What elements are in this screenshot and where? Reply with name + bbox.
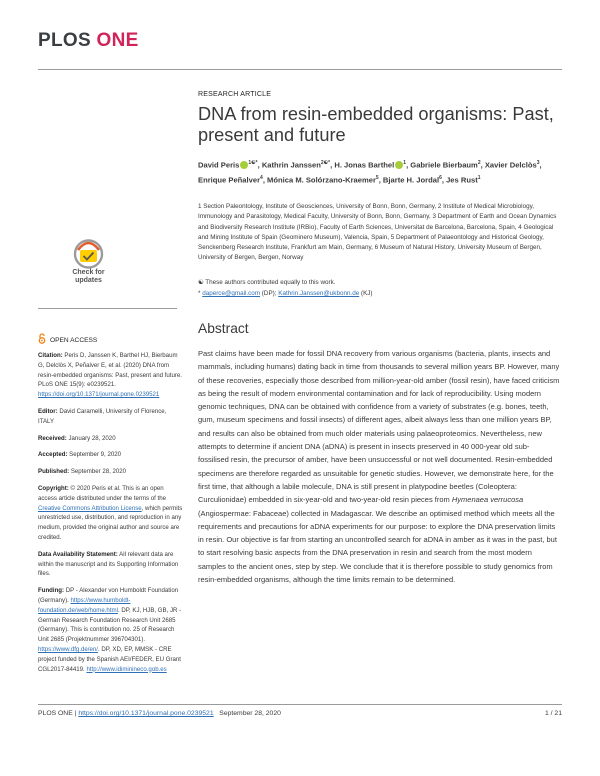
author-sup: 1: [477, 174, 481, 181]
open-access-text: OPEN ACCESS: [50, 337, 98, 344]
footer-journal: PLOS ONE: [38, 710, 73, 717]
copyright-block: [38, 484, 183, 543]
abstract-text: [198, 347, 560, 586]
author-name: , Gabriele Bierbaum: [406, 160, 478, 170]
author-sup: 3: [536, 160, 540, 166]
sidebar-divider: [38, 308, 177, 309]
data-availability-text: All relevant data are within the manuscript and its Supporting Information files.: [38, 550, 179, 578]
footer-divider: [38, 704, 562, 705]
accepted-date: September 9, 2020: [67, 451, 121, 459]
author-name: , Kathrin Janssen: [257, 160, 321, 170]
header-divider: [38, 69, 562, 70]
badge-line1: Check for: [72, 269, 105, 276]
funding-label: Funding:: [38, 587, 65, 595]
logo-plos: PLOS: [38, 30, 91, 51]
logo-one: ONE: [96, 30, 139, 51]
email-link-dp[interactable]: daperce@gmail.com: [202, 290, 261, 297]
author-name: , Bjarte H. Jordal: [378, 175, 440, 185]
accepted-label: Accepted:: [38, 451, 68, 459]
correspondence: [198, 288, 558, 299]
corr-prefix: *: [198, 290, 203, 297]
abstract-part-2: (Angiospermae: Fabaceae) collected in Madagascar. We describe an optimised method which meets all the requirements and precautions for aDNA experiments for our purpose: to explore the DNA preservation limits in resin. Our objective is far from starting an uncontrolled search for aDNA in amber as it was in the past, but to start resolving basic aspects from the DNA preservation in resin and search from the most modern samples to the ancient ones, step by step. We conclude that it is therefore possible to study genomics from resin-embedded organisms, although the time limits remain to be determined.: [198, 508, 557, 585]
corr-mid: (DP);: [260, 290, 279, 297]
editor-block: [38, 407, 183, 427]
editor-label: Editor:: [38, 407, 58, 415]
copyright-text-2: , which permits unrestricted use, distribution, and reproduction in any medium, provided the original author and source are credited.: [38, 504, 183, 541]
footer-separator: |: [72, 710, 79, 717]
author-name: , Jes Rust: [441, 175, 478, 185]
open-access-lock-icon: [38, 333, 46, 346]
author-name: David Peris: [198, 160, 240, 170]
article-type-label: RESEARCH ARTICLE: [198, 91, 272, 98]
author-sup: 1☯*: [248, 160, 258, 166]
funding-text-3: . DP, XD, EP, MMSK - CRE project funded by the Spanish AEI/FEDER, EU Grant CGL2017-84419.: [38, 645, 181, 673]
published-label: Published:: [38, 468, 70, 476]
received-label: Received:: [38, 434, 67, 442]
author-notes: [198, 277, 558, 299]
funding-link-idi[interactable]: http://www.idiminineco.gob.es: [86, 665, 167, 673]
author-sup: 2☯*: [320, 160, 331, 166]
journal-logo: [38, 30, 139, 52]
email-link-kj[interactable]: Kathrin.Janssen@ukbonn.de: [278, 290, 360, 297]
page-number: 1 / 21: [544, 710, 562, 717]
received-block: [38, 434, 183, 444]
funding-text: DP - Alexander von Humboldt Foundation (Germany).: [38, 587, 179, 604]
funding-link-humboldt[interactable]: https://www.humboldt-foundation.de/web/home.html: [38, 596, 131, 614]
author-name: , Xavier Delclòs: [480, 160, 537, 170]
funding-block: [38, 586, 183, 674]
page-footer: [38, 710, 562, 717]
published-block: [38, 467, 183, 477]
data-availability-block: [38, 550, 183, 579]
published-date: September 28, 2020: [69, 468, 127, 476]
accepted-block: [38, 450, 183, 460]
article-title: DNA from resin-embedded organisms: Past, present and future: [198, 104, 554, 145]
footer-date: September 28, 2020: [219, 710, 281, 717]
author-list: [198, 157, 558, 186]
author-name: , Mónica M. Solórzano-Kraemer: [262, 175, 376, 185]
check-for-updates-badge[interactable]: [67, 238, 110, 292]
author-name: , Enrique Peñalver: [198, 160, 542, 185]
equal-contribution-note: ☯ These authors contributed equally to this work.: [198, 279, 336, 286]
funding-link-dfg[interactable]: https://www.dfg.de/en/: [38, 645, 98, 653]
citation-doi-link[interactable]: https://doi.org/10.1371/journal.pone.0239521: [38, 391, 160, 399]
abstract-part-1: Past claims have been made for fossil DNA recovery from various organisms (bacteria, plants, insects and mammals, including humans) dating back in time from thousands to several million years BP. However, many of these recoveries, especially those described from million-year-old amber (fossil resin), have faced criticism as being the result of modern environmental contamination and for lack of reproducibility. Using modern genomic techniques, DNA can be obtained with confidence from a variety of substrates (e.g. bones, teeth, gum, museum specimens and fossil insects) of different ages, albeit always less than one million years BP, and results can also be obtained from much older materials using palaeoproteomics. Nevertheless, new attempts to determine if ancient DNA (aDNA) is present in insects preserved in 40 000-year old sub-fossilised resin, the precursor of amber, have been unsuccessful or not well documented. Resin-embedded specimens are therefore regarded as unsuitable for genetic studies. However, we demonstrate here, for the first time, that although a labile molecule, DNA is still present in platypodine beetles (Coleoptera: Curculionidae) embedded in six-year-old and two-year-old resin pieces from: [198, 349, 560, 505]
citation-block: [38, 351, 183, 400]
copyright-label: Copyright:: [38, 484, 69, 492]
author-sup: 2: [477, 160, 481, 166]
author-sup: 5: [375, 174, 379, 181]
abstract-species-name: Hymenaea verrucosa: [451, 495, 524, 505]
citation-label: Citation:: [38, 352, 63, 359]
corr-suffix: (KJ): [359, 290, 373, 297]
data-availability-label: Data Availability Statement:: [38, 550, 118, 558]
funding-text-2: . DP, KJ, HJB, GB, JR - German Research Foundation Research Unit 2685 (Germany). This is contribution no. 25 of Research Unit 2685 (Projektnummer 396704301).: [38, 606, 182, 644]
author-name: , H. Jonas Barthel: [330, 160, 395, 170]
received-date: January 28, 2020: [66, 434, 116, 442]
author-sup: 6: [439, 174, 442, 181]
open-access-label: [38, 333, 97, 346]
author-sup: 1: [403, 160, 407, 166]
editor-text: David Caramelli, University of Florence, ITALY: [38, 407, 167, 425]
affiliations: 1 Section Paleontology, Institute of Geosciences, University of Bonn, Bonn, Germany, 2 Institute of Medical Microbiology, Immunology and Parasitology, Medical Faculty, University of Bonn, Bonn, Germany, 3 Department of Earth and Ocean Dynamics and Biodiversity Research Institute (IRBio), Faculty of Earth Sciences, Universitat de Barcelona, Barcelona, Spain, 4 Geological and Mining Institute of Spain (Geominero Museum), Valencia, Spain, 5 Department of Palaeontology and Historical Geology, Senckenberg Research Institute, Frankfurt am Main, Germany, 6 Museum of Natural History, University Museum of Bergen, University of Bergen, Bergen, Norway: [198, 203, 557, 262]
badge-line2: updates: [75, 277, 102, 285]
footer-doi-link[interactable]: https://doi.org/10.1371/journal.pone.0239521: [78, 710, 214, 717]
copyright-text: © 2020 Peris et al. This is an open access article distributed under the terms of the: [38, 484, 167, 502]
citation-text: Peris D, Janssen K, Barthel HJ, Bierbaum G, Delclòs X, Peñalver E, et al. (2020) DNA from resin-embedded organisms: Past, present and future. PLoS ONE 15(9): e0239521.: [38, 352, 182, 389]
sidebar-metadata: [38, 351, 183, 681]
abstract-heading: Abstract: [198, 321, 249, 336]
author-sup: 4: [260, 174, 263, 181]
license-link[interactable]: Creative Commons Attribution License: [38, 504, 142, 512]
